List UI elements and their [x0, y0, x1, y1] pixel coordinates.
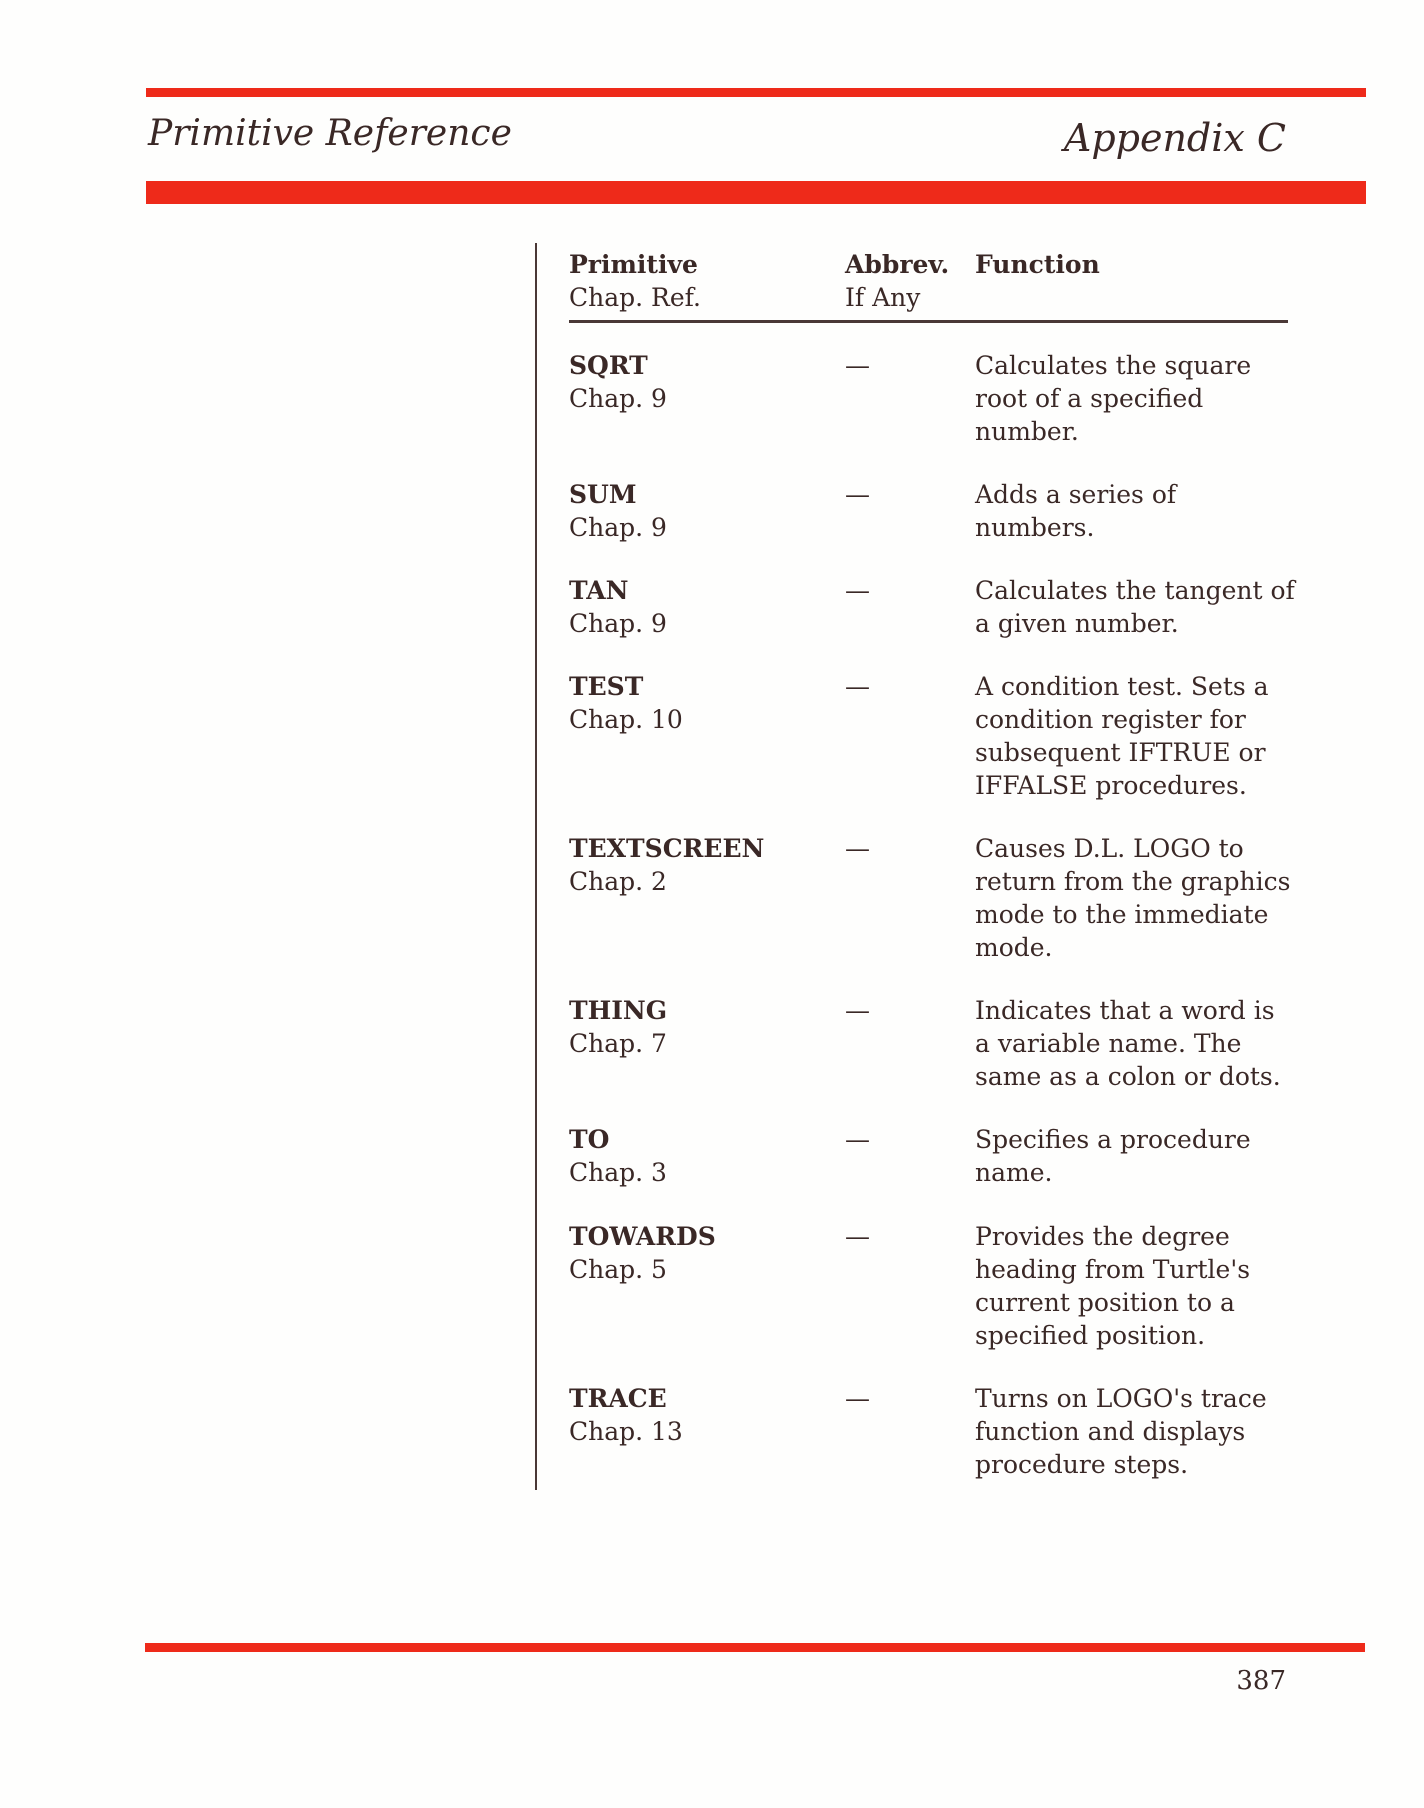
header-primitive: [569, 248, 829, 314]
function-line: Provides the degree: [975, 1222, 1230, 1251]
function-line: return from the graphics: [975, 867, 1291, 896]
chapter-ref: Chap. 9: [569, 609, 667, 638]
function-line: number.: [975, 417, 1079, 446]
function-line: procedure steps.: [975, 1450, 1189, 1479]
primitive-cell: [569, 1382, 829, 1448]
primitive-name: TAN: [569, 576, 629, 605]
chapter-ref: Chap. 9: [569, 513, 667, 542]
abbrev-cell: [845, 1123, 955, 1156]
primitive-name: TO: [569, 1125, 610, 1154]
running-header-left: Primitive Reference: [148, 113, 512, 154]
function-line: Causes D.L. LOGO to: [975, 834, 1244, 863]
primitive-name: SQRT: [569, 351, 648, 380]
function-line: Indicates that a word is: [975, 996, 1275, 1025]
function-line: root of a specified: [975, 384, 1204, 413]
header-abbrev-subtitle: If Any: [845, 283, 921, 312]
function-cell: [975, 478, 1295, 544]
function-line: Adds a series of: [975, 480, 1177, 509]
abbrev-cell: [845, 574, 955, 607]
chapter-ref: Chap. 10: [569, 705, 683, 734]
abbrev-value: —: [845, 834, 870, 863]
function-line: condition register for: [975, 705, 1246, 734]
header-primitive-subtitle: Chap. Ref.: [569, 283, 701, 312]
page-number: 387: [1236, 1666, 1286, 1696]
function-line: mode.: [975, 933, 1053, 962]
primitive-name: THING: [569, 996, 668, 1025]
header-abbrev: [845, 248, 955, 314]
abbrev-value: —: [845, 672, 870, 701]
function-cell: [975, 1220, 1295, 1352]
primitive-name: TRACE: [569, 1384, 667, 1413]
function-line: subsequent IFTRUE or: [975, 738, 1266, 767]
primitive-cell: [569, 478, 829, 544]
function-line: same as a colon or dots.: [975, 1062, 1281, 1091]
function-line: Specifies a procedure: [975, 1125, 1251, 1154]
function-cell: [975, 1382, 1295, 1481]
primitive-name: TOWARDS: [569, 1222, 716, 1251]
abbrev-value: —: [845, 996, 870, 1025]
function-cell: [975, 832, 1295, 964]
abbrev-cell: [845, 670, 955, 703]
abbrev-cell: [845, 832, 955, 865]
chapter-ref: Chap. 5: [569, 1255, 667, 1284]
abbrev-value: —: [845, 1125, 870, 1154]
abbrev-value: —: [845, 351, 870, 380]
function-cell: [975, 994, 1295, 1093]
abbrev-cell: [845, 1382, 955, 1415]
function-line: IFFALSE procedures.: [975, 771, 1247, 800]
primitive-cell: [569, 832, 829, 898]
running-header-right: Appendix C: [1063, 116, 1286, 160]
header-abbrev-title: Abbrev.: [845, 250, 950, 279]
chapter-ref: Chap. 3: [569, 1158, 667, 1187]
primitive-name: TEST: [569, 672, 644, 701]
function-cell: [975, 1123, 1295, 1189]
function-line: Turns on LOGO's trace: [975, 1384, 1267, 1413]
function-line: specified position.: [975, 1321, 1206, 1350]
primitive-name: TEXTSCREEN: [569, 834, 765, 863]
primitive-table-header: [569, 248, 1288, 323]
abbrev-value: —: [845, 576, 870, 605]
abbrev-cell: [845, 994, 955, 1027]
primitive-cell: [569, 574, 829, 640]
top-thick-rule: [146, 181, 1366, 204]
function-cell: [975, 670, 1295, 802]
header-function: [975, 248, 1295, 281]
chapter-ref: Chap. 7: [569, 1029, 667, 1058]
primitive-cell: [569, 1123, 829, 1189]
primitive-name: SUM: [569, 480, 637, 509]
primitive-cell: [569, 670, 829, 736]
top-thin-rule: [146, 88, 1366, 97]
function-line: numbers.: [975, 513, 1095, 542]
function-line: function and displays: [975, 1417, 1246, 1446]
primitive-cell: [569, 1220, 829, 1286]
header-function-title: Function: [975, 250, 1100, 279]
chapter-ref: Chap. 13: [569, 1417, 683, 1446]
primitive-cell: [569, 994, 829, 1060]
function-line: name.: [975, 1158, 1053, 1187]
chapter-ref: Chap. 9: [569, 384, 667, 413]
function-line: a variable name. The: [975, 1029, 1242, 1058]
function-line: Calculates the tangent of: [975, 576, 1295, 605]
abbrev-cell: [845, 1220, 955, 1253]
abbrev-value: —: [845, 1222, 870, 1251]
column-divider-line: [535, 243, 537, 1490]
function-line: Calculates the square: [975, 351, 1252, 380]
abbrev-value: —: [845, 1384, 870, 1413]
chapter-ref: Chap. 2: [569, 867, 667, 896]
function-line: mode to the immediate: [975, 900, 1269, 929]
abbrev-cell: [845, 349, 955, 382]
abbrev-cell: [845, 478, 955, 511]
function-line: a given number.: [975, 609, 1179, 638]
function-line: current position to a: [975, 1288, 1235, 1317]
table-header-row: [569, 248, 1288, 323]
abbrev-value: —: [845, 480, 870, 509]
function-cell: [975, 349, 1295, 448]
function-line: heading from Turtle's: [975, 1255, 1251, 1284]
function-line: A condition test. Sets a: [975, 672, 1269, 701]
header-primitive-title: Primitive: [569, 250, 698, 279]
bottom-rule: [145, 1643, 1365, 1652]
primitive-cell: [569, 349, 829, 415]
function-cell: [975, 574, 1295, 640]
